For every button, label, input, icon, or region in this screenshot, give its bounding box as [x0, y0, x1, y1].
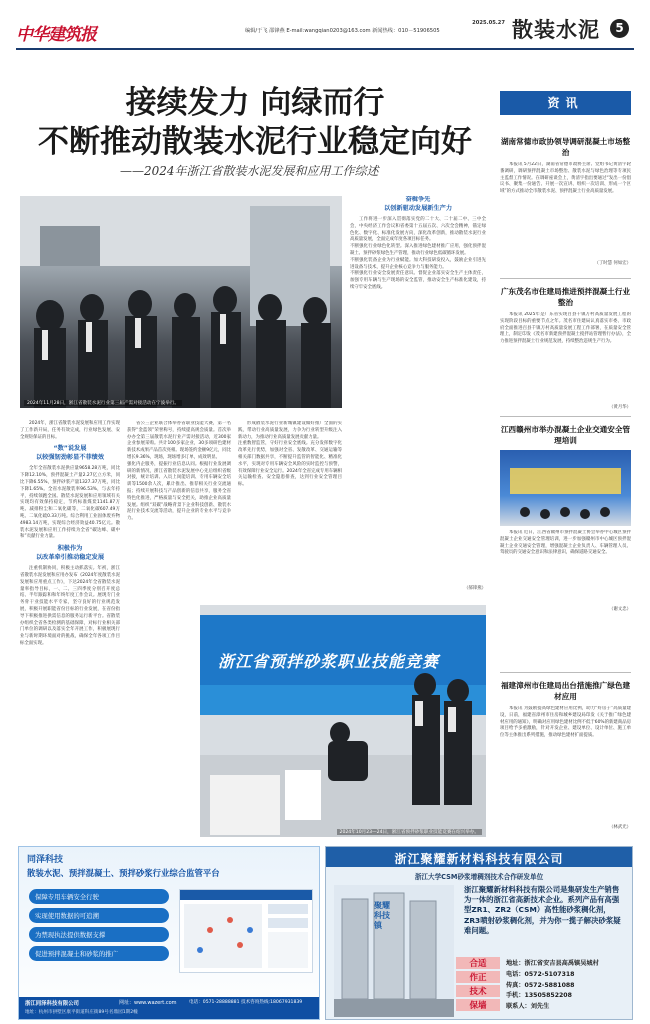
ad-right-contact: 联系人：刘先生	[506, 1003, 550, 1011]
masthead-divider	[16, 48, 634, 50]
column-3-body: 形成散装水泥行业新城镇建设做好推广全面的实践，带动行业高质量发展，力争为行业转型升级注入新动力，为推动行业高质量发展贡献力量。 注重数智监管，守好行业安全底线。充分发挥数字化改革先行优势，加强对全省、发散改革、交通运输等相关部门数据共享，不断提升监管的智能化、精准化水平，实现对专用车辆安全风险的实时监控与预警，有效保障行业安全运行。2024年全省完成专用车辆相关运输检查、安全隐患排查，达到行业安全管理目标。	[238, 421, 342, 488]
news-3-body	[500, 530, 631, 606]
column-2-body: 省公三企业联合体举办省职业技能大赛，第一名获得“金蓝领”荣誉称号，持续提高规会质量。首次举办办全第三届散装水泥行业产需对接活动，近300家企业参展采购。共计100多家企业，30多项研色建材新技术成果产品首次亮相。现场签约金额9亿元，同比增长9.36%，现场，现场增多订单，成效明显。 强化内企服务，提振行业信息认同。根据行业发展调研的新情况，浙江省散装水泥发展中心先后组织省级对接，统计培训、入员上岗能培训、专用车辆安全培训等1500余人次，累计推出、推荐相关行业交流通报；持续开展科技与产品创新的信息共享，服务全省特色化推进，严格质量与安全把关，助推企业高质量发展。组织“双碳”战略背景下企业科技创新、散装水泥行业技术交流等活动，提升企业的专业水平与竞争力。	[127, 421, 231, 522]
news-3-text: 本报讯 近日，江西省赣州市预拌混凝土协会举办中心城区预拌混凝土企业交通安全管理培训，进一步加强赣州市中心城区预拌混凝土企业交通安全管理，增强混凝土企业负责人、车辆管理人员、驾驶员的交通安全意识和法律意识，确保道路交通安全。	[500, 530, 631, 556]
news-4-body	[500, 706, 631, 824]
newspaper-logo: 中华建筑报	[16, 25, 96, 45]
sidebar-news-3	[500, 424, 631, 612]
slogan-item: 保墙	[456, 999, 500, 1011]
editor-info: 编辑/于飞 邵锋燕 E-mail:wangqian0203@163.com 新闻热线：010－51906505	[245, 28, 440, 34]
sidebar-divider	[500, 278, 631, 279]
dashboard-map-illustration	[180, 890, 312, 972]
ad-right-slogan	[456, 957, 500, 1011]
ad-left-company: 浙江同泽科技有限公司	[25, 1001, 79, 1007]
sidebar-photo-poster	[500, 450, 631, 526]
column-4-body: 工作将进一步深入贯彻落实党的二十大、二十届二中、三中全会，中央经济工作会议和省委第十五届五次、六次全会精神，锚定绿色化、数字化、标准化发展方向，深化改革创新，推动散装水泥行业高质量发展，全面完成年度各项目标任务。 不断强化行业绿色化转型。深入推进绿色建材推广应用，强化预拌混凝土、预拌砂浆绿色生产管理，推动行业绿色低碳循环发展。 不断强化装备企业为行业赋能。加大科技研发投入，鼓励企业引进先进设备与技术，提升企业核心竞争力与服务能力。 不断强化行业安全发展责任意识。督促企业落实安全生产主体责任，加强专用车辆与生产现场的安全监管，推动安全生产标准化建设，持续守牢安全底线。	[350, 217, 486, 290]
photo-event-visit	[20, 196, 342, 408]
silo-illustration	[334, 885, 454, 1017]
ad-left-headline: 散装水泥、预拌混凝土、预拌砂浆行业综合监管平台	[27, 868, 220, 878]
news-1-body	[500, 162, 631, 260]
slogan-item: 作正	[456, 971, 500, 983]
photo1-caption: 2024年11月28日，浙江省散装水泥行业第三届产需对接活动在宁波举行。	[24, 400, 182, 406]
competition-banner: 浙江省预拌砂浆职业技能竞赛	[218, 652, 440, 671]
ad-left-address: 地址：杭州市拱墅区康平街道科庄街89号名鼎园1期2幢	[25, 1010, 138, 1015]
headline-line-1: 接续发力 向绿而行	[125, 85, 385, 121]
news-2-body	[500, 312, 631, 404]
ad-bullet-item: 促进预拌混凝土和砂浆的推广	[29, 946, 169, 961]
article-column-4	[350, 196, 486, 591]
photo2-caption: 2024年10月23—24日，浙江省预拌砂浆职业技能竞赛在绍兴举办。	[337, 829, 482, 835]
ad-juyao	[325, 846, 633, 1020]
news-2-text: 本报讯 2025年是广东省实现百县千镇万村高质量发展工程的实现阶段目标的重要节点之年。茂名市住建局认真落实市委、市政府全面推进百县千镇万村高质量发展工程工作部署，在质量安全管理上，制定印发《茂名市新建预拌混凝土搅拌站管理暂行办法》，全力推进预拌混凝土行业规范发展，持续整治违规生产行为。	[500, 312, 631, 345]
page-number: 5	[610, 19, 629, 38]
article-column-2	[127, 421, 231, 603]
news-2-title: 广东茂名市住建局推进预拌混凝土行业整治	[500, 287, 631, 307]
crowd-illustration	[20, 196, 342, 408]
photo-skills-competition	[200, 605, 486, 837]
news-3-byline: （谢文忠）	[609, 607, 631, 612]
section-1-body: 全年全省散装水泥供应量9658.28万吨，同比下降12.10%，预拌混凝土产量2.27亿立方米，同比下降6.55%，预拌砂浆产量1327.37万吨，同比下降1.65%。全省水泥散装率96.53%，与去年持平，持续领跑全国。散装水泥发展和应用领域有关实现均有效保持稳定，节约标准煤炭1141.87万吨、减排粉尘和二氧化碳等，二氧化碳607.49万吨、二氧化硫0.33万吨。综合利用工业固体废弃物4983.14万吨，实现综合经济效益40.75亿元。散装水泥发展和应用工作持续为全省“碳达峰、碳中和”贡献行业力量。	[20, 466, 120, 540]
news-4-title: 福建漳州市住建局出台措施推广绿色建材应用	[500, 681, 631, 701]
news-1-title: 湖南常德市政协领导调研混凝土市场整治	[500, 137, 631, 157]
news-4-byline: （林武光）	[609, 825, 631, 830]
ad-bullet-item: 保障专用车辆安全行驶	[29, 889, 169, 904]
news-3-title: 江西赣州市举办混凝土企业交通安全管理培训	[500, 425, 631, 445]
slogan-item: 合适	[456, 957, 500, 969]
news-1-byline: （丁时慧 何如宏）	[594, 261, 631, 266]
ad-right-address: 地址：浙江省安吉县高禹镇吴城村	[506, 960, 599, 967]
section-2-body: 注重机制协同，积极主动抓落实。年初，浙江省散装水泥发展和应用办发布《2024年度散装水泥发展和应用重点工作》，下达2024年全省散装水泥量率指导目标，一、二、三四季度分别召开度总结、半年跟踪和和年终年度工作会议。展现专门业务骨干业技能水平专家，坚守良好的行业规范发展，积极开展职能省份目标的行业发展，在省份指导下积极推进供需信息的服务运行新平台。省散装办组织全省各类检测的基础保障，对标行业相关部门单位的调研以及落实全年开展工作，积极展现行业与新时期环境面对的挑战，确保全年各项工作目标全面实现。	[20, 566, 120, 646]
sidebar-divider	[500, 672, 631, 673]
headline-line-2: 不断推动散装水泥行业稳定向好	[38, 124, 472, 160]
ad-right-fax: 传真：0572-5881088	[506, 981, 575, 989]
article-column-3	[238, 421, 342, 603]
section-heading-3: 奋楫争先 以创新驱动发展新生产力	[383, 196, 453, 212]
sidebar-divider	[500, 416, 631, 417]
slogan-item: 技术	[456, 985, 500, 997]
news-4-text: 本报讯 为鼓励提高绿色建材应用比例，助力“好房子”高质量建设，日前，福建省漳州市住房和城乡建设局印发《关于推广绿色建材应用的通知》，明确对应用绿色建材比例不低于60%的新建商品房项目给予多重激励，针对开发企业、建设单位、设计单位、施工单位等主体推出系列措施，推动绿色建材扩面提质。	[500, 706, 631, 739]
competition-illustration	[200, 605, 486, 837]
silo-label: 聚耀 科技镇	[374, 901, 390, 930]
page-info	[245, 19, 505, 35]
ad-right-company-title: 浙江聚耀新材料科技有限公司	[394, 852, 564, 866]
ad-left-bullets	[29, 889, 169, 965]
article-lead: 2024年，浙江省散装水泥发展和应用工作实现了工作新开局，任务有效完成，行业绿色发展、安全规矩保证的目标。	[20, 421, 120, 440]
sidebar-news-4	[500, 680, 631, 830]
ad-right-phone: 电话：0572-5107318	[506, 970, 575, 978]
ad-bullet-item: 为禁现执法提供数据支撑	[29, 927, 169, 942]
training-scene-illustration	[500, 450, 631, 526]
article-column-1	[20, 421, 120, 648]
article-subtitle: ——2024年浙江省散装水泥发展和应用工作综述	[120, 164, 379, 178]
ad-left-brand: 同泽科技	[27, 855, 64, 865]
article-byline: （郝锋燕）	[464, 586, 486, 591]
sidebar-news-1	[500, 136, 631, 266]
section-name: 散装水泥	[512, 18, 600, 42]
article-headline	[20, 84, 490, 162]
ad-dashboard-screenshot	[179, 889, 313, 973]
news-2-byline: （黄月华）	[609, 405, 631, 410]
sidebar-heading: 资讯	[500, 91, 631, 115]
ad-right-contacts	[506, 959, 628, 1013]
ad-tongze	[18, 846, 320, 1020]
news-1-text: 本报讯 5月22日，湖南省常德市政协主席、党组书记黄清宇轮番调研，调研预拌混凝土市场整治、散装水泥与绿色治理等专项民主监督工作情况。在调研座谈会上，黄清宇指出要通过“发出一份倡议书、聚集一份通告、开展一次宣讲、组织一次培训、形成一个区域”的方式推动全市散装水泥、预拌混凝土行业高质量发展。	[500, 162, 631, 195]
section-heading-1: “数”说发展 以较强韧劲彰显不菲绩效	[35, 445, 105, 461]
ad-right-tagline: 浙江大学CSM砂浆增稠剂技术合作研发单位	[414, 873, 544, 881]
ad-left-phone: 电话：0571-28888881 技术咨询热线:18067931839	[189, 1000, 303, 1005]
issue-date: 2025.05.27	[472, 20, 505, 26]
section-heading-2: 积极作为 以改革牵引推动稳定发展	[35, 545, 105, 561]
ad-bullet-item: 实现使用数据的可追溯	[29, 908, 169, 923]
ad-left-website: 网址：www.wazert.com	[119, 1000, 177, 1006]
ad-right-mobile: 手机：13505852208	[506, 992, 572, 1000]
sidebar-news-2	[500, 286, 631, 410]
ad-right-intro: 浙江聚耀新材料科技有限公司是集研发生产销售为一体的浙江省高新技术企业。系列产品有高强型ZR1、ZR2（CSM）高性能砂浆稠化剂，ZR3喷射砂浆稠化剂，并为你一揽子解决砂浆疑难问题。	[464, 885, 621, 935]
